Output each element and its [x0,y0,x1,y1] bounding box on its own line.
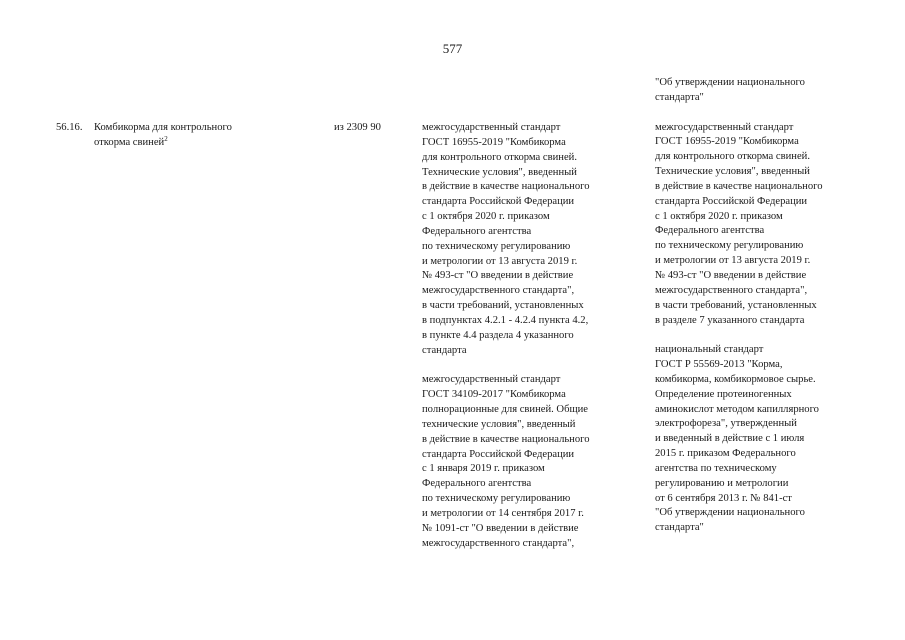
product-name-line-2: откорма свиней [94,136,165,148]
row-code: 56.16. [56,122,83,133]
standard-gost-34109-paragraph: межгосударственный стандарт ГОСТ 34109-2017 "Комбикорма полнорационные для свиней. Общие технические условия", введенный в действие в качестве национального стандарта Российской Федерации с 1 января 2019 г. приказом Федерального агентства по техническому регулированию и метрологии от 14 сентября 2017 г. № 1091-ст "О введении в действие межгосударственного стандарта", [422,374,590,549]
page-number: 577 [442,41,463,56]
standards-column [422,121,590,551]
continued-approval-paragraph: "Об утверждении национального стандарта" [655,77,805,103]
standard-gost-16955-paragraph: межгосударственный стандарт ГОСТ 16955-2019 "Комбикорма для контрольного откорма свиней. Технические условия", введенный в действие в качестве национального стандарта Российской Федерации с 1 октября 2020 г. приказом Федерального агентства по техническому регулированию и метрологии от 13 августа 2019 г. № 493-ст "О введении в действие межгосударственного стандарта", в части требований, установленных в подпунктах 4.2.1 - 4.2.4 пункта 4.2, в пункте 4.4 раздела 4 указанного стандарта [422,122,590,356]
footnote-marker: 2 [164,134,168,143]
method-gost-16955-paragraph: межгосударственный стандарт ГОСТ 16955-2019 "Комбикорма для контрольного откорма свиней. Технические условия", введенный в действие в качестве национального стандарта Российской Федерации с 1 октября 2020 г. приказом Федерального агентства по техническому регулированию и метрологии от 13 августа 2019 г. № 493-ст "О введении в действие межгосударственного стандарта", в части требований, установленных в разделе 7 указанного стандарта [655,121,823,326]
product-name [94,121,232,151]
product-name-line-1: Комбикорма для контрольного [94,122,232,133]
test-methods-column [655,76,823,536]
tnved-code: из 2309 90 [334,122,381,133]
method-gost-r-55569-paragraph: национальный стандарт ГОСТ Р 55569-2013 "Корма, комбикорма, комбикормовое сырье. Определение протеиногенных аминокислот методом капиллярного электрофореза", утвержденный и введенный в действие с 1 июля 2015 г. приказом Федерального агентства по техническому регулированию и метрологии от 6 сентября 2013 г. № 841-ст "Об утверждении национального стандарта" [655,344,819,534]
